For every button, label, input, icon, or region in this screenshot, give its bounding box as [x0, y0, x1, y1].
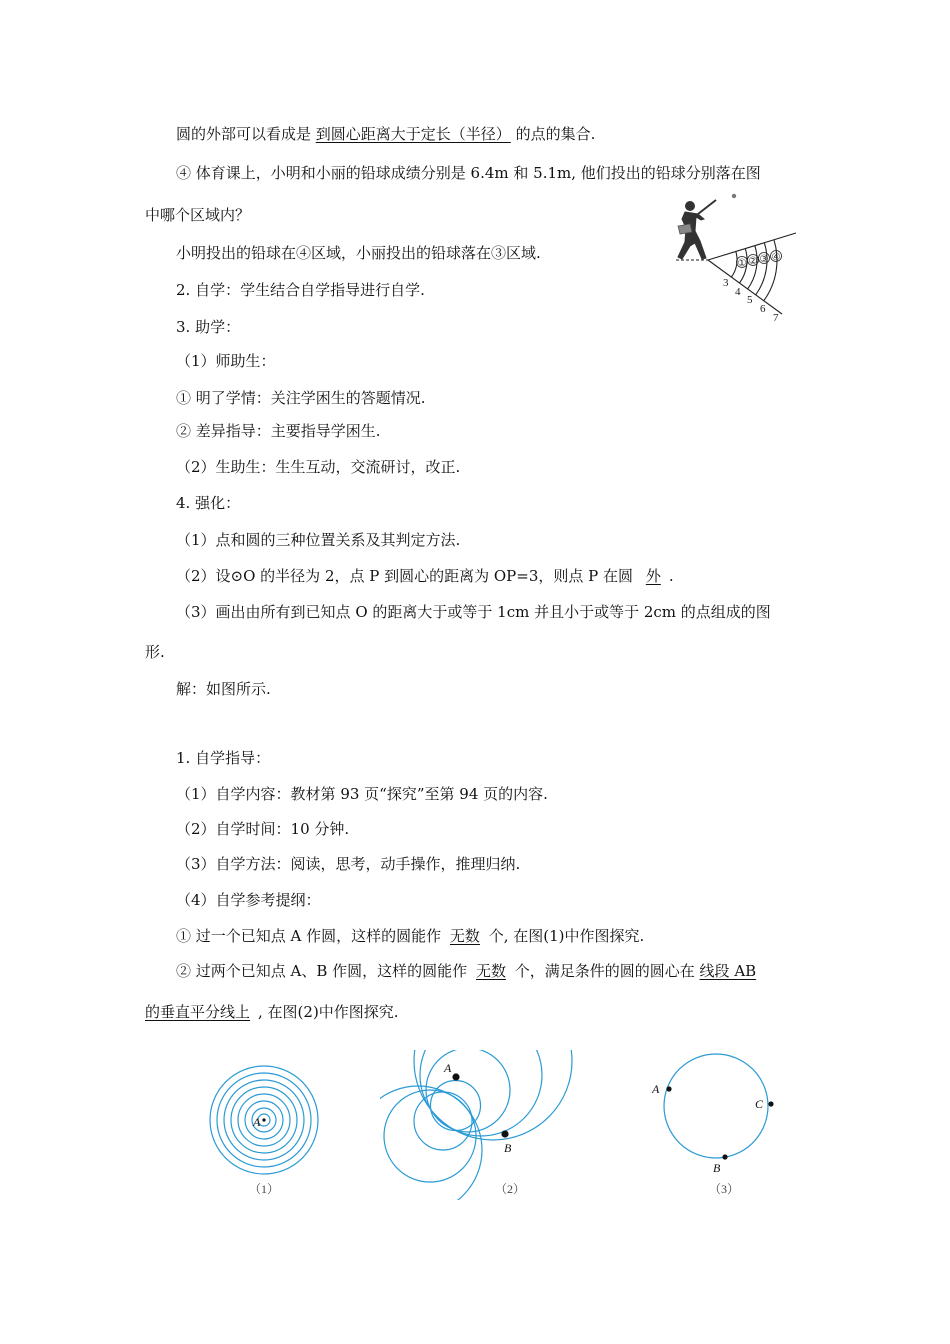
- text: 个, 在图(1)中作图探究.: [488, 927, 645, 945]
- line-point-circle-relations: （1）点和圆的三种位置关系及其判定方法.: [176, 531, 461, 549]
- text: 圆的外部可以看成是: [176, 125, 312, 143]
- athlete-icon: [678, 200, 716, 259]
- line-two-points-cont: [145, 1002, 399, 1022]
- distance-label: 6: [760, 303, 766, 315]
- line-one-point: [176, 926, 644, 946]
- figure-3-circle-through-three-points: [640, 1040, 790, 1200]
- answer-underlined: 无数: [475, 962, 506, 980]
- line-study-time: （2）自学时间：10 分钟.: [176, 820, 350, 838]
- line-shotput-question: ④ 体育课上，小明和小丽的铅球成绩分别是 6.4m 和 5.1m, 他们投出的铅球分别落在图: [176, 164, 761, 182]
- point-c-label: C: [755, 1097, 764, 1111]
- point-a-label: A: [652, 1082, 660, 1096]
- text: .: [668, 567, 674, 585]
- region-label: ②: [748, 256, 758, 267]
- point-a: [452, 1073, 459, 1080]
- line-strengthen: 4. 强化：: [176, 494, 241, 512]
- figure-1-concentric-circles: [200, 1060, 330, 1200]
- text: 的点的集合.: [515, 125, 596, 143]
- line-solution: 解：如图所示.: [176, 680, 271, 698]
- text: , 在图(2)中作图探究.: [258, 1003, 399, 1021]
- point-b-label: B: [504, 1141, 512, 1155]
- line-guide: ② 差异指导：主要指导学困生.: [176, 422, 381, 440]
- point-b: [722, 1154, 727, 1159]
- line-student-help: （2）生助生：生生互动，交流研讨，改正.: [176, 458, 461, 476]
- line-draw-question-cont: 形.: [145, 643, 165, 661]
- figure-1-caption: （1）: [248, 1182, 280, 1196]
- region-label: ③: [759, 254, 769, 265]
- shotput-figure: [668, 186, 810, 326]
- line-help-study: 3. 助学：: [176, 318, 241, 336]
- answer-underlined: 到圆心距离大于定长（半径）: [315, 125, 511, 143]
- answer-underlined: 外: [645, 567, 661, 585]
- shotput-ball: [732, 194, 736, 198]
- figure-3-caption: （3）: [708, 1182, 740, 1196]
- line-radius-question: [176, 566, 674, 586]
- text: 个，满足条件的圆的圆心在: [514, 962, 695, 980]
- text: （2）设⊙O 的半径为 2，点 P 到圆心的距离为 OP=3，则点 P 在圆: [176, 567, 634, 585]
- distance-label: 4: [735, 286, 741, 298]
- distance-label: 7: [773, 312, 779, 324]
- line-study-method: （3）自学方法：阅读，思考，动手操作，推理归纳.: [176, 855, 521, 873]
- answer-underlined: 无数: [449, 927, 480, 945]
- figure-2-caption: （2）: [494, 1182, 526, 1196]
- point-b: [501, 1130, 508, 1137]
- line-self-study: 2. 自学：学生结合自学指导进行自学.: [176, 281, 425, 299]
- line-study-content: （1）自学内容：教材第 93 页“探究”至第 94 页的内容.: [176, 785, 548, 803]
- line-teacher-help: （1）师助生：: [176, 352, 276, 370]
- line-draw-question: （3）画出由所有到已知点 O 的距离大于或等于 1cm 并且小于或等于 2cm 的点组成的图: [176, 603, 771, 621]
- region-label: ①: [737, 258, 747, 269]
- line-two-points: [176, 961, 756, 981]
- region-labels: [737, 251, 782, 270]
- distance-label: 5: [747, 294, 753, 306]
- text: ② 过两个已知点 A、B 作圆，这样的圆能作: [176, 962, 468, 980]
- point-a: [262, 1118, 265, 1121]
- line-exterior-definition: [176, 124, 595, 144]
- answer-underlined: 线段 AB: [699, 962, 757, 980]
- point-b-label: B: [713, 1161, 721, 1175]
- point-c: [768, 1101, 773, 1106]
- distance-label: 3: [723, 277, 729, 289]
- text: ① 过一个已知点 A 作圆，这样的圆能作: [176, 927, 442, 945]
- region-label: ④: [771, 252, 781, 263]
- line-study-guide: 1. 自学指导：: [176, 749, 271, 767]
- line-study-outline: （4）自学参考提纲：: [176, 891, 321, 909]
- answer-underlined: 的垂直平分线上: [145, 1003, 251, 1021]
- point-a-label: A: [444, 1061, 452, 1075]
- line-shotput-question-cont: 中哪个区域内？: [145, 206, 251, 224]
- line-understand: ① 明了学情：关注学困生的答题情况.: [176, 389, 426, 407]
- line-shotput-answer: 小明投出的铅球在④区域，小丽投出的铅球落在③区域.: [176, 244, 541, 262]
- point-a: [666, 1086, 671, 1091]
- point-a-label: A: [253, 1115, 261, 1129]
- figure-2-circles-through-two-points: [380, 1050, 580, 1200]
